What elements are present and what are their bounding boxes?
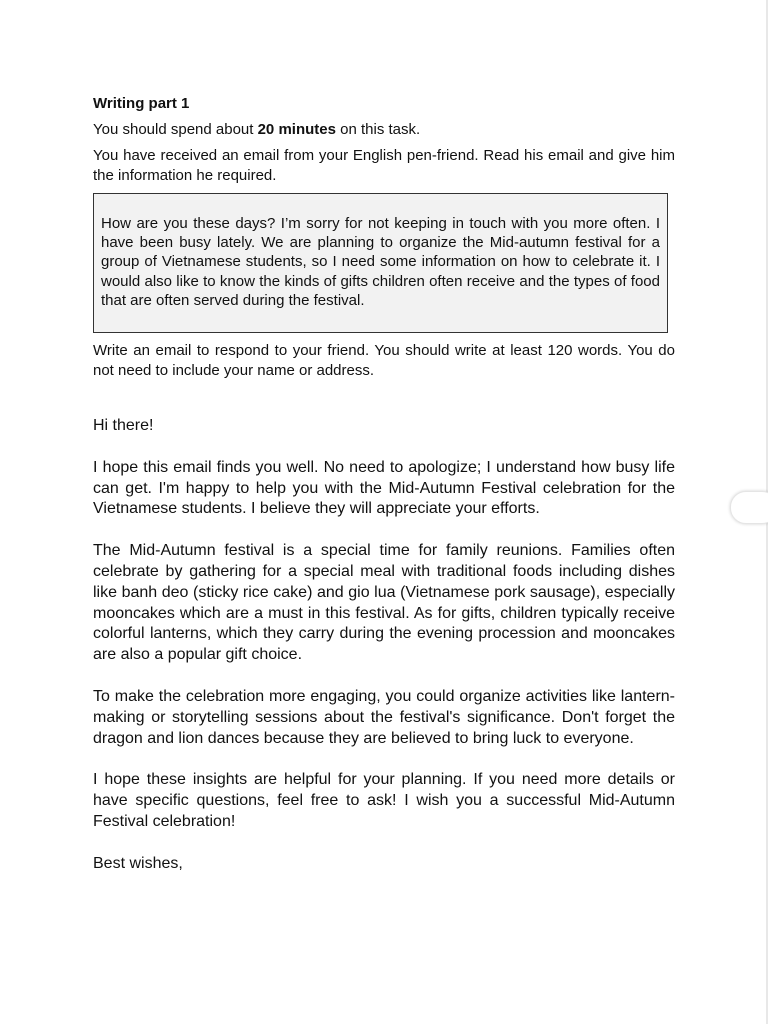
answer-paragraph-2: The Mid-Autumn festival is a special time for family reunions. Families often celebrate by gathering for a special meal with traditional foods including dishes like banh deo (sticky rice cake) and gio lua (Vietnamese pork sausage), especially mooncakes which are a must in this festival. As for gifts, children typically receive colorful lanterns, which they carry during the evening procession and mooncakes are also a popular gift choice.	[93, 542, 675, 664]
pen-friend-email-box	[93, 193, 668, 333]
answer-paragraph-4: I hope these insights are helpful for your planning. If you need more details or have specific questions, feel free to ask! I wish you a successful Mid-Autumn Festival celebration!	[93, 771, 675, 830]
time-prefix: You should spend about	[93, 121, 258, 138]
document-content	[93, 94, 675, 896]
answer-paragraph-3: To make the celebration more engaging, you could organize activities like lantern-making or storytelling sessions about the festival's significance. Don't forget the dragon and lion dances because they are believed to bring luck to everyone.	[93, 687, 675, 747]
time-suffix: on this task.	[335, 121, 421, 138]
time-bold: 20 minutes	[257, 121, 336, 138]
answer-greeting: Hi there!	[93, 417, 154, 435]
time-instruction	[93, 120, 675, 139]
pen-friend-email-text: How are you these days? I’m sorry for not keeping in touch with you more often. I have been busy lately. We are planning to organize the Mid-autumn festival for a group of Vietnamese students, so I need some information on how to celebrate it. I would also like to know the kinds of gifts children often receive and the types of food that are often served during the festival.	[101, 215, 660, 309]
task-instruction: Write an email to respond to your friend. You should write at least 120 words. You do not need to include your name or address.	[93, 342, 675, 379]
answer-closing: Best wishes,	[93, 854, 183, 872]
side-scroll-handle[interactable]	[730, 491, 768, 524]
answer-email	[93, 416, 675, 875]
section-title: Writing part 1	[93, 95, 190, 112]
task-intro: You have received an email from your English pen-friend. Read his email and give him the information he required.	[93, 147, 675, 184]
answer-paragraph-1: I hope this email finds you well. No need to apologize; I understand how busy life can get. I'm happy to help you with the Mid-Autumn Festival celebration for the Vietnamese students. I believe they will appreciate your efforts.	[93, 458, 675, 518]
